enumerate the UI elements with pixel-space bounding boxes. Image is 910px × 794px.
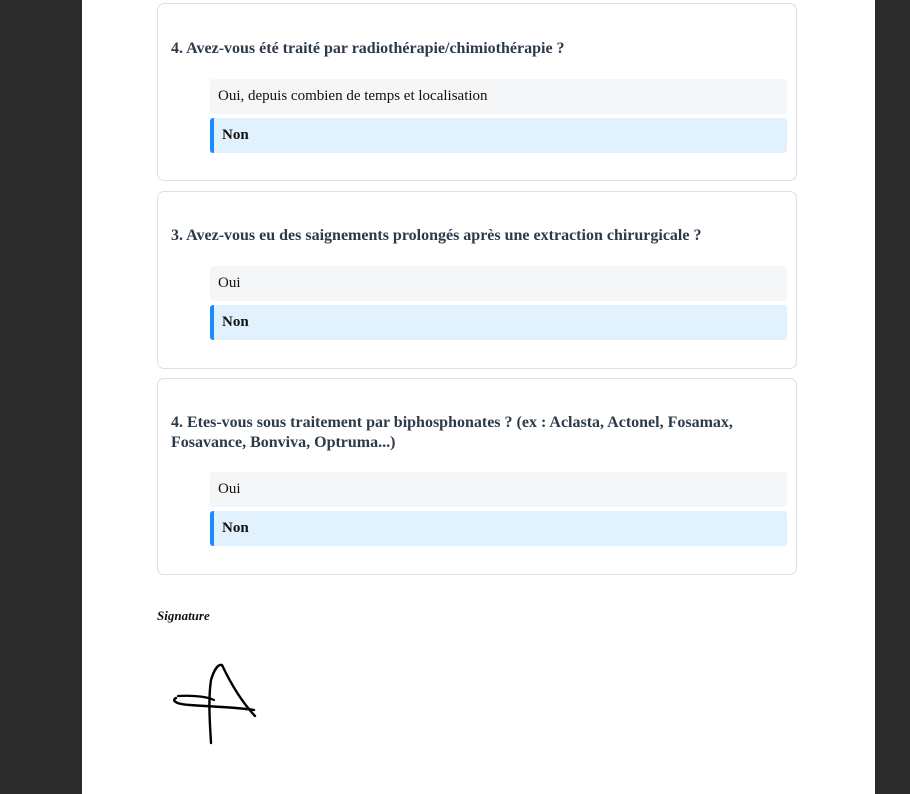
question-title: 4. Avez-vous été traité par radiothérapie/chimiothérapie ?: [171, 40, 565, 57]
question-card-bleeding: [157, 191, 797, 369]
option-oui[interactable]: Oui: [210, 266, 787, 301]
option-non-selected[interactable]: Non: [210, 305, 787, 340]
option-oui[interactable]: Oui, depuis combien de temps et localisation: [210, 79, 787, 114]
option-non-selected[interactable]: Non: [210, 118, 787, 153]
option-oui[interactable]: Oui: [210, 472, 787, 507]
option-non-selected[interactable]: Non: [210, 511, 787, 546]
question-card-radiotherapy: [157, 3, 797, 181]
question-card-biphosphonates: [157, 378, 797, 575]
question-title: 4. Etes-vous sous traitement par biphosphonates ? (ex : Aclasta, Actonel, Fosamax, Fosavance, Bonviva, Optruma...): [171, 414, 733, 451]
signature-label: Signature: [157, 608, 210, 623]
question-title: 3. Avez-vous eu des saignements prolongés après une extraction chirurgicale ?: [171, 227, 702, 244]
document-page: [82, 0, 875, 794]
signature-drawing: [170, 660, 350, 750]
